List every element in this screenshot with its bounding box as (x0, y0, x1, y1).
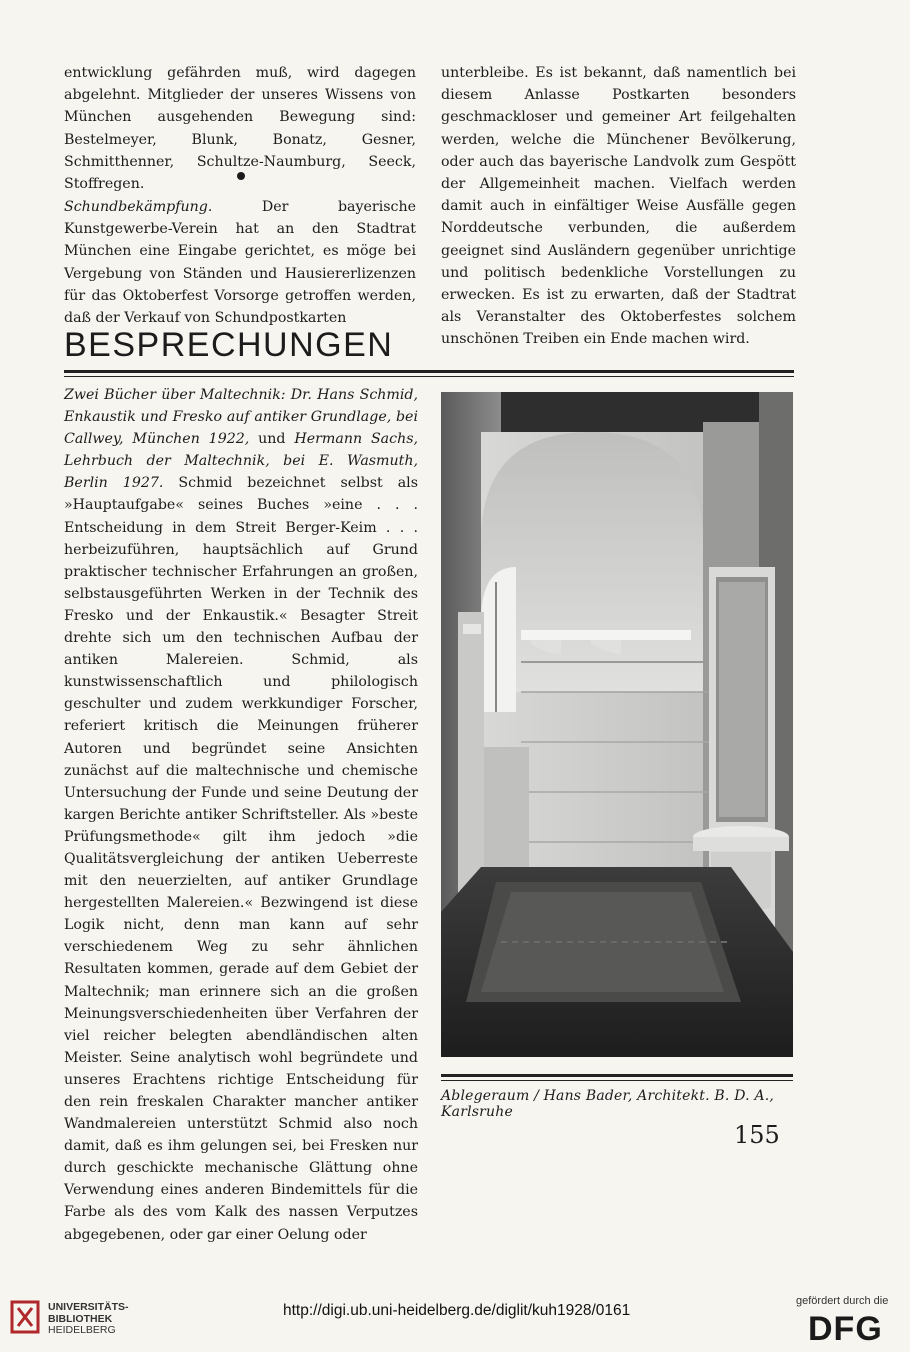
schund-section (64, 196, 416, 329)
schund-title: Schundbekämpfung. (64, 199, 213, 215)
funded-by-label: gefördert durch die (796, 1295, 889, 1307)
section-divider-dot (237, 172, 245, 180)
schund-text: Der bayerische Kunstgewerbe-Verein hat an den Stadtrat München eine Eingabe gerichtet, es möge bei Vergebung von Ständen und Hausiererlizenzen für das Oktoberfest Vorsorge getroffen werden, daß der Verkauf von Schundpostkarten (64, 199, 416, 327)
top-left-paragraph: entwicklung gefährden muß, wird dagegen abgelehnt. Mitglieder der unseres Wissens von München ausgehenden Bewegung sind: Bestelmeyer, Blunk, Bonatz, Gesner, Schmitthenner, Schultze-Naumburg, Seeck, Stoffregen. (64, 65, 416, 193)
top-right-paragraph: unterbleibe. Es ist bekannt, daß namentlich bei diesem Anlasse Postkarten besonders geschmackloser und gemeiner Art feilgehalten werden, welche die Münchener Bevölkerung, oder auch das bayerische Landvolk zum Gespött der Allgemeinheit machen. Vielfach werden damit auch in einfältiger Weise Ausfälle gegen Norddeutsche verbunden, die außerdem geeignet sind Ausländern gegenüber unrichtige und politisch bedenkliche Vorstellungen zu erwecken. Es ist zu erwarten, daß der Stadtrat als Veranstalter des Oktoberfestes solchem unschönen Treiben ein Ende machen wird. (441, 65, 796, 348)
photo-illustration (441, 392, 793, 1057)
page-number: 155 (734, 1121, 780, 1149)
review-intro-italic-2: Hermann Sachs, Lehrbuch der Maltechnik, bei E. Wasmuth, Berlin 1927. (64, 431, 419, 492)
section-heading: BESPRECHUNGEN (64, 326, 394, 364)
caption-rule-thick (441, 1074, 793, 1077)
photo-caption: Ablegeraum / Hans Bader, Architekt. B. D. A., Karlsruhe (441, 1088, 775, 1120)
review-column (64, 384, 418, 1246)
review-text: Schmid bezeichnet selbst als »Hauptaufgabe« seines Buches »eine . . . Entscheidung in dem Streit Berger-Keim . . . herbeizuführen, hauptsächlich auf Grund praktischer technischer Erfahrungen an großen, selbstausgeführten Werken in der Technik des Fresko und der Enkaustik.« Besagter Streit drehte sich um den technischen Aufbau der antiken Malereien. Schmid, als kunstwissenschaftlich und philologisch geschulter und zudem werkkundiger Forscher, referiert kritisch die Meinungen früherer Autoren und begründet seine Ansichten zunächst auf die maltechnische und chemische Untersuchung der Funde und seine Deutung der kargen Berichte antiker Schriftsteller. Als »beste Prüfungsmethode« gilt ihm jedoch »die Qualitätsvergleichung der antiken Ueberreste mit den neuerzielten, auf antiker Grundlage hergestellten Malereien.« Bezwingend ist diese Logik nicht, denn man kann auf sehr verschiedenem Weg zu sehr ähnlichen Resultaten kommen, gerade auf dem Gebiet der Maltechnik; man erinnere sich an die großen Meinungsverschiedenheiten über Verfahren der viel reicher belegten abendländischen alten Meister. Seine analytisch wohl begründete und unseres Erachtens richtige Entscheidung für den rein freskalen Charakter mancher antiker Wandmalereien unterstützt Schmid also noch damit, daß es ihm gelungen sei, bei Fresken nur durch geschickte mechanische Glättung ohne Verwendung eines anderen Bindemittels für die Farbe als des vom Kalk des nassen Verputzes abgegebenen, oder gar einer Oelung oder (64, 475, 418, 1243)
library-line-2: BIBLIOTHEK (48, 1312, 113, 1325)
heading-rule-thick (64, 370, 794, 373)
top-right-column (441, 62, 796, 351)
library-line-1: UNIVERSITÄTS- (48, 1301, 129, 1313)
dfg-logo[interactable]: DFG (808, 1310, 883, 1348)
source-url-link[interactable]: http://digi.ub.uni-heidelberg.de/diglit/kuh1928/0161 (283, 1302, 631, 1319)
interior-photograph (441, 392, 793, 1057)
heading-rule-thin (64, 376, 794, 377)
library-line-3: HEIDELBERG (48, 1324, 116, 1336)
review-intro-and: und (258, 431, 286, 448)
library-emblem-icon (10, 1300, 40, 1334)
review-intro-italic: Zwei Bücher über Maltechnik: Dr. Hans Schmid, Enkaustik und Fresko auf antiker Grundlage, bei Callwey, München 1922, (64, 387, 418, 448)
caption-rule-thin (441, 1080, 793, 1081)
